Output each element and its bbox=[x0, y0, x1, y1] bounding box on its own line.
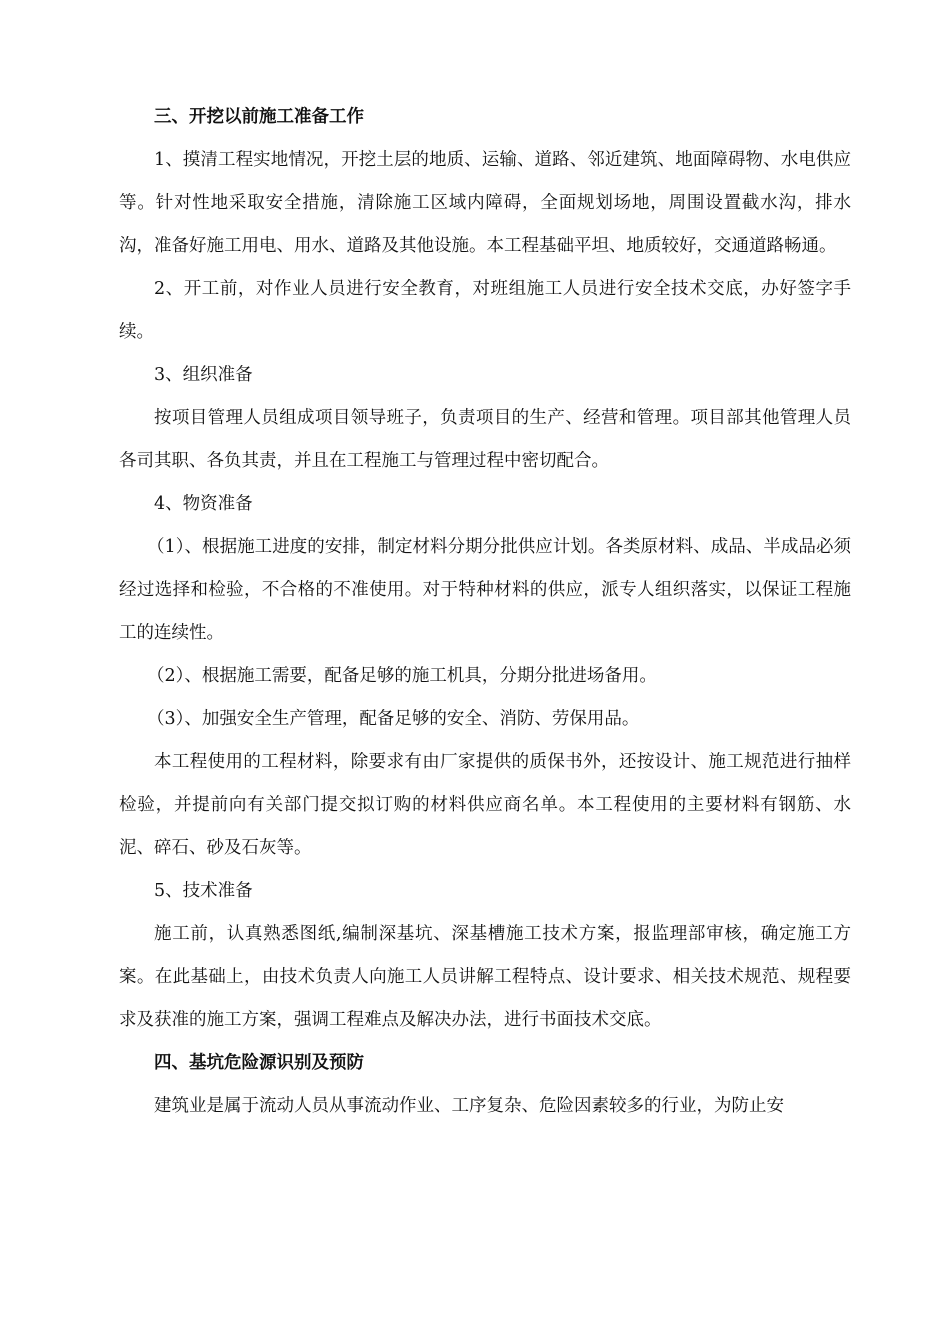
section-heading-4: 四、基坑危险源识别及预防 bbox=[154, 1053, 364, 1073]
subheading-organization: 3、组织准备 bbox=[154, 365, 253, 385]
paragraph-organization: 按项目管理人员组成项目领导班子，负责项目的生产、经营和管理。项目部其他管理人员各司其职、各负其责，并且在工程施工与管理过程中密切配合。 bbox=[119, 408, 851, 471]
subheading-materials: 4、物资准备 bbox=[154, 494, 253, 514]
document-page bbox=[119, 96, 851, 1128]
paragraph-materials-4: 本工程使用的工程材料，除要求有由厂家提供的质保书外，还按设计、施工规范进行抽样检验，并提前向有关部门提交拟订购的材料供应商名单。本工程使用的主要材料有钢筋、水泥、碎石、砂及石灰等。 bbox=[119, 752, 851, 858]
paragraph-technical: 施工前，认真熟悉图纸,编制深基坑、深基槽施工技术方案，报监理部审核，确定施工方案。在此基础上，由技术负责人向施工人员讲解工程特点、设计要求、相关技术规范、规程要求及获准的施工方案，强调工程难点及解决办法，进行书面技术交底。 bbox=[119, 924, 851, 1030]
paragraph-materials-3: （3）、加强安全生产管理，配备足够的安全、消防、劳保用品。 bbox=[147, 709, 640, 729]
paragraph-materials-1: （1）、根据施工进度的安排，制定材料分期分批供应计划。各类原材料、成品、半成品必须经过选择和检验，不合格的不准使用。对于特种材料的供应，派专人组织落实，以保证工程施工的连续性。 bbox=[119, 537, 851, 643]
paragraph-site-survey: 1、摸清工程实地情况，开挖土层的地质、运输、道路、邻近建筑、地面障碍物、水电供应等。针对性地采取安全措施，清除施工区域内障碍，全面规划场地，周围设置截水沟，排水沟，准备好施工用电、用水、道路及其他设施。本工程基础平坦、地质较好，交通道路畅通。 bbox=[119, 150, 851, 256]
paragraph-materials-2: （2）、根据施工需要，配备足够的施工机具，分期分批进场备用。 bbox=[147, 666, 657, 686]
section-heading-3: 三、开挖以前施工准备工作 bbox=[154, 107, 364, 127]
paragraph-safety-education: 2、开工前，对作业人员进行安全教育，对班组施工人员进行安全技术交底，办好签字手续。 bbox=[119, 279, 851, 342]
paragraph-hazards: 建筑业是属于流动人员从事流动作业、工序复杂、危险因素较多的行业，为防止安 bbox=[154, 1096, 784, 1116]
subheading-technical: 5、技术准备 bbox=[154, 881, 253, 901]
